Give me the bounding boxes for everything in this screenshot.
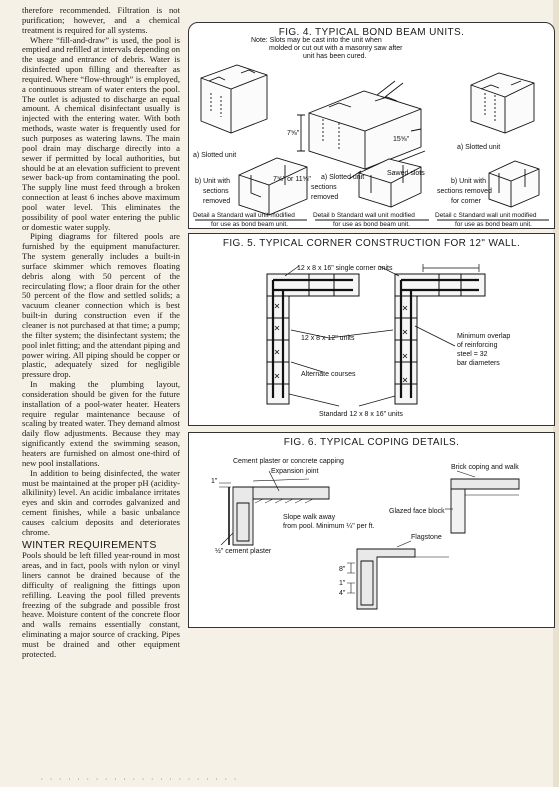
sawed-slots-label: Sawed slots [387,170,425,177]
standard-units-label: Standard 12 x 8 x 16" units [319,411,403,418]
figure-corner-construction [188,233,555,426]
caption-b-left-1: b) Unit with [195,178,231,185]
caption-a-left: a) Slotted unit [193,152,237,159]
detail-c-line2: for use as bond beam unit. [455,221,532,228]
figure-bond-beam-units [188,22,555,229]
caption-b-right-2: sections removed [437,188,492,195]
dim-length-label: 15⅝" [393,136,410,143]
overlap-line4: bar diameters [457,360,500,367]
alternate-courses-label: Alternate courses [301,371,356,378]
coping-details-drawing [189,433,554,627]
detail-b-line2: for use as bond beam unit. [333,221,410,228]
dim-1-label: 1" [339,580,346,587]
page-footer-noise: · · · · · · · · · · · · · · · · · · · · · · [40,776,238,783]
overlap-line1: Minimum overlap [457,333,511,340]
caption-b-left-2: sections [203,188,229,195]
figure-title: FIG. 6. TYPICAL COPING DETAILS. [283,437,460,448]
corner-construction-drawing [189,234,554,425]
single-corner-units-label: 12 x 8 x 16" single corner units [297,265,393,272]
dim-1in-top-label: 1" [211,478,218,485]
detail-a-line1: Detail a Standard wall unit modified [193,212,295,219]
fig4-note-line3: unit has been cured. [303,53,367,60]
caption-a-right: a) Slotted unit [457,144,501,151]
section-heading-winter: WINTER REQUIREMENTS [22,538,157,551]
flagstone-label: Flagstone [411,534,442,541]
caption-b-right-1: b) Unit with [451,178,487,185]
overlap-line2: of reinforcing [457,342,498,349]
caption-a-mid: a) Slotted unit [321,174,365,181]
fig4-note-line1: Note: Slots may be cast into the unit when [251,37,382,44]
paragraph-filtration: therefore recommended. Filtration is not purification; however, and a chemical treatment is required for all systems. [22,5,180,35]
glazed-block-label: Glazed face block [389,508,445,515]
paragraph-heater: In making the plumbing layout, consideration should be given for the future installation of a pool-water heater. Heaters require regular maintenance because of scaling by treated water. They demand almost daily flow adjustments. Because they may significantly extend the swimming season, heaters are furnished on almost one-third of new pool installations. [22,379,180,468]
caption-b-right-3: for corner [451,198,481,205]
dim-height-label: 7⅝" [287,130,300,137]
dim-8-label: 8" [339,566,346,573]
dim-4-label: 4" [339,590,346,597]
caption-b-mid-2: sections [311,184,337,191]
cement-plaster-label: ½" cement plaster [215,548,272,555]
bond-beam-drawing [189,23,554,228]
caption-b-mid-3: removed [311,194,339,201]
slope-line2: from pool. Minimum ¼" per ft. [283,523,375,530]
figure-title: FIG. 4. TYPICAL BOND BEAM UNITS. [278,27,465,38]
paragraph-winter: Pools should be left filled year-round in most areas, and in fact, pools with nylon or vinyl liners cannot be drained because of the difficulty of realigning the fittings upon refilling. Leaving the pool filled prevents freezing of the subgrade and possible frost heave. Moisture content of the concrete floor and walls remains essentially constant, eliminating a major source of cracking. Pipes must be drained and other equipment protected. [22,550,180,659]
cement-capping-label: Cement plaster or concrete capping [233,458,344,465]
figure-coping-details [188,432,555,628]
expansion-joint-label: Expansion joint [271,468,319,475]
figure-title: FIG. 5. TYPICAL CORNER CONSTRUCTION FOR 12" WALL. [222,238,521,249]
paragraph-piping: Piping diagrams for filtered pools are furnished by the equipment manufacturer. The system generally includes a built-in surface skimmer which removes floating debris along with 50 percent of the recirculating flow; a floor drain for the other 50 percent of the flow and settled solids; a vacuum cleaner connection which is best built-in during construction even if the cleaner is not purchased at that time; a pump; the filter system; the disinfectant system; the pool inlet fitting; and the attendant piping and power wiring. All piping should be copper or plastic, adequately sized for negligible pressure drop. [22,231,180,380]
slope-line1: Slope walk away [283,514,336,521]
detail-c-line1: Detail c Standard wall unit modified [435,212,537,219]
overlap-line3: steel = 32 [457,351,488,358]
detail-b-line1: Detail b Standard wall unit modified [313,212,415,219]
article-text-column [22,6,180,660]
detail-a-line2: for use as bond beam unit. [211,221,288,228]
fig4-note-line2: molded or cut out with a masonry saw after [269,45,403,52]
caption-b-left-3: removed [203,198,231,205]
paragraph-ph: In addition to being disinfected, the water must be maintained at the proper pH (acidity-alkilinity) level. An acidic imbalance irritates eyes and skin and corrodes galvanized and cement finishes, while a basic unbalance causes calcium deposits and deteriorates chrome. [22,467,180,537]
units-12-label: 12 x 8 x 12" units [301,335,355,342]
paragraph-fill-and-draw: Where “fill-and-draw” is used, the pool is emptied and refilled at intervals depending on the usage and entrance of debris. Water is disinfected upon filling and thereafter as required. Where “flow-through” is employed, a continuous stream of water enters the pool. The outlet is adjusted to discharge an equal amount. A chemical disinfectant usually is injected with the entering water. With both methods, waste water is frequently used for such purposes as watering lawns. The main pool drain may discharge directly into a sewer if permitted by local authorities, but should be at an elevation sufficient to prevent sewer back-up from contaminating the pool. The supply line must feed through a broken connection at least 6 inches above maximum pool water level. This eliminates the possibility of pool water entering the public or domestic water supply. [22,34,180,232]
dim-width-label: 7⅝" or 11⅝" [273,176,311,183]
brick-coping-label: Brick coping and walk [451,464,519,471]
